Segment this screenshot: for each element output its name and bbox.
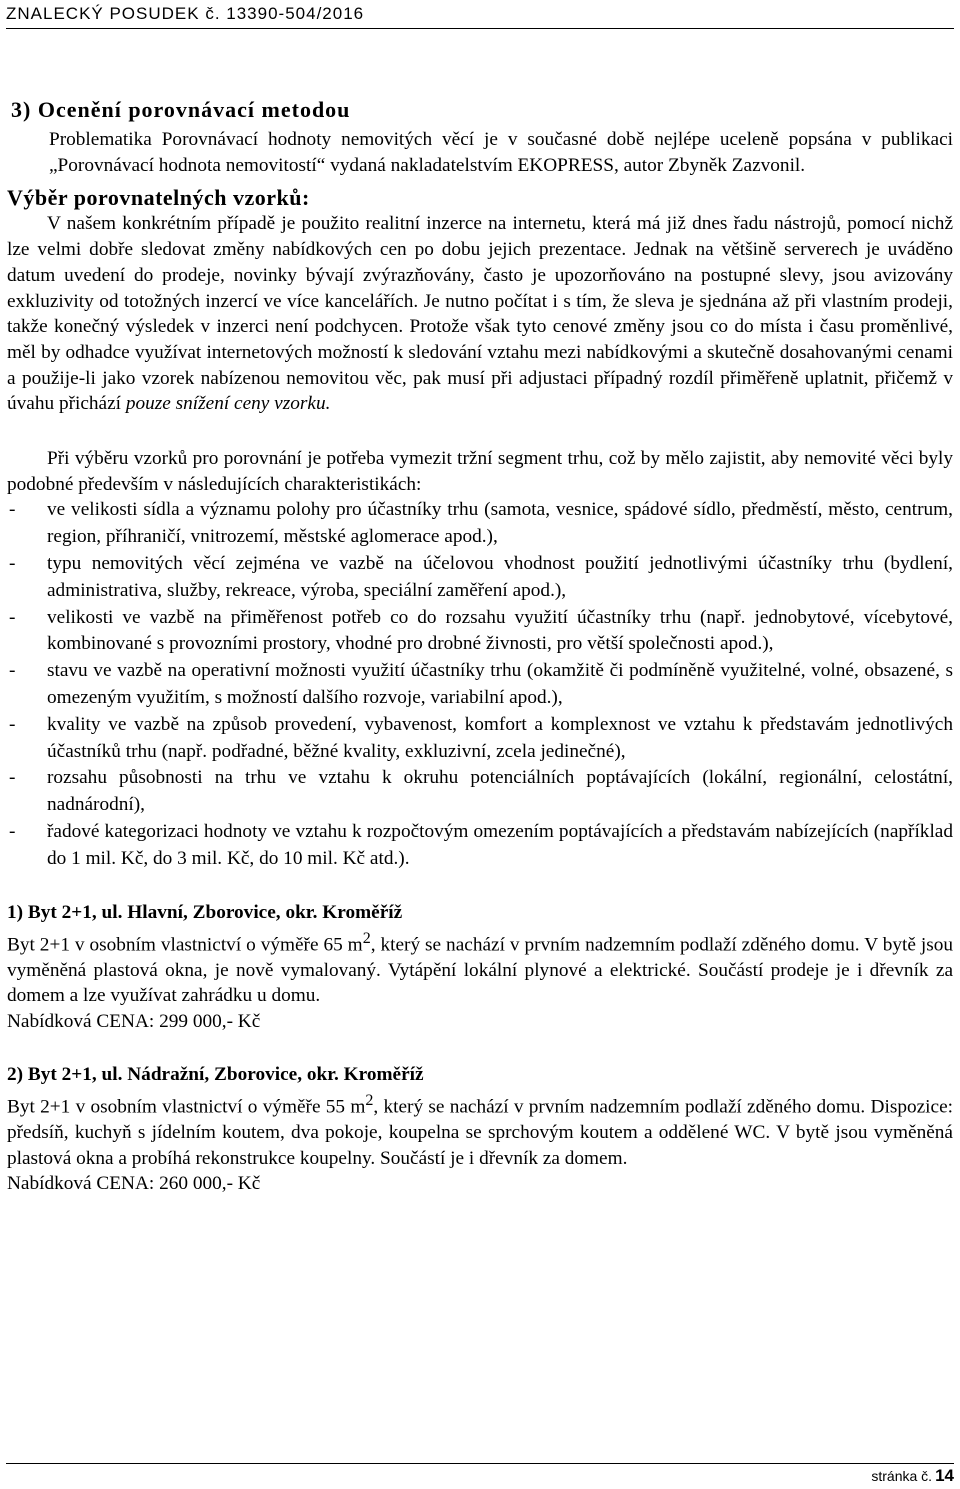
unit-superscript: 2 xyxy=(362,929,371,947)
selection-heading: Výběr porovnatelných vzorků: xyxy=(7,185,310,211)
property-price: Nabídková CENA: 260 000,- Kč xyxy=(7,1173,261,1195)
page-content xyxy=(7,94,953,1197)
selection-paragraph-text: V našem konkrétním případě je použito realitní inzerce na internetu, která má již dnes řadu nástrojů, pomocí nichž lze velmi dobře sledovat změny nabídkových cen po dobu jejich prezentace. Jednak na většině serverech je uváděno datum uvedení do prodeje, novinky bývají zvýrazňovány, často je upozorňováno na postupné slevy, jsou avizovány exkluzivity od totožných inzercí ve více kancelářích. Je nutno počítat i s tím, že sleva je sjednána až při vlastním prodeji, takže konečný výsledek v inzerci není podchycen. Protože však tyto cenové změny jsou co do místa i času proměnlivé, měl by odhadce využívat internetových možností k sledování vztahu mezi nabídkovými a skutečně dosahovanými cenami a použije-li jako vzorek nabízenou nemovitou věc, pak musí při adjustaci případný rozdíl přiměřeně uplatnit, přičemž v úvahu přichází xyxy=(7,213,953,415)
section-intro: Problematika Porovnávací hodnoty nemovitých věcí je v současné době nejlépe uceleně popsána v publikaci „Porovnávací hodnota nemovitostí“ vydaná nakladatelstvím EKOPRESS, autor Zbyněk Zazvonil. xyxy=(49,129,953,176)
list-item-text: ve velikosti sídla a významu polohy pro účastníky trhu (samota, vesnice, spádové sídlo, předměstí, město, centrum, region, příhraničí, vnitrozemí, městské aglomerace apod.), xyxy=(47,499,953,548)
criteria-list xyxy=(7,497,953,872)
list-item-text: stavu ve vazbě na operativní možnosti využití účastníky trhu (okamžitě či podmíněně využitelné, volné, obsazené, s omezeným využitím, s možností dalšího rozvoje, variabilní apod.), xyxy=(47,660,953,709)
property-2 xyxy=(7,1062,953,1197)
property-description: Byt 2+1 v osobním vlastnictví o výměře 65 $m^2$, který se nachází v prvním nadzemním podlaží zděného domu. V bytě jsou vyměněná plastová okna, je nově vymalovaný. Vytápění lokální plynové a elektrické. Součástí prodeje je i dřevník za domem a lze využívat zahrádku u domu. xyxy=(7,929,953,1007)
list-item-text: rozsahu působnosti na trhu ve vztahu k okruhu potenciálních poptávajících (lokální, regionální, celostátní, nadnárodní), xyxy=(47,767,953,816)
list-item-text: velikosti ve vazbě na přiměřenost potřeb co do rozsahu využití účastníky trhu (např. jednobytové, vícebytové, kombinované s provozními prostory, vhodné pro drobné živnosti, pro větší společnosti apod.), xyxy=(47,606,953,655)
property-title: 2) Byt 2+1, ul. Nádražní, Zborovice, okr. Kroměříž xyxy=(7,1063,424,1085)
selection-paragraph xyxy=(7,211,953,417)
list-item xyxy=(7,765,953,819)
property-description: Byt 2+1 v osobním vlastnictví o výměře 55 $m^2$, který se nachází v prvním nadzemním podlaží zděného domu. Dispozice: předsíň, kuchyň s jídelním koutem, dva pokoje, koupelna se sprchovým koutem a oddělené WC. V bytě jsou vyměněná plastová okna a probíhá rekonstrukce koupelny. Součástí je i dřevník za domem. xyxy=(7,1091,953,1169)
list-item xyxy=(7,497,953,551)
criteria-intro-text: Při výběru vzorků pro porovnání je potřeba vymezit tržní segment trhu, což by mělo zajistit, aby nemovité věci byly podobné především v následujících charakteristikách: xyxy=(7,448,953,495)
unit-superscript: 2 xyxy=(365,1091,374,1109)
list-item-text: typu nemovitých věcí zejména ve vazbě na účelovou vhodnost použití jednotlivými účastníky trhu (bydlení, administrativa, služby, rekreace, výroba, speciální zaměření apod.), xyxy=(47,553,953,601)
list-dash: - xyxy=(9,821,16,842)
page-header xyxy=(6,2,954,29)
list-item xyxy=(7,551,953,605)
list-item xyxy=(7,819,953,873)
document-title: ZNALECKÝ POSUDEK č. 13390-504/2016 xyxy=(6,4,365,23)
list-item xyxy=(7,712,953,766)
list-dash: - xyxy=(9,660,16,682)
page-number: 14 xyxy=(935,1466,954,1485)
page-label: stránka č. xyxy=(871,1468,933,1484)
selection-paragraph-italic: pouze snížení ceny vzorku. xyxy=(125,393,331,415)
section-heading: 3) Ocenění porovnávací metodou xyxy=(11,97,351,122)
list-item-text: řadové kategorizaci hodnoty ve vztahu k rozpočtovým omezením poptávajících a představám nabízejících (například do 1 mil. Kč, do 3 mil. Kč, do 10 mil. Kč atd.). xyxy=(47,821,953,869)
criteria-intro xyxy=(7,446,953,497)
list-item xyxy=(7,658,953,712)
list-dash: - xyxy=(9,713,16,735)
page-footer xyxy=(6,1463,954,1488)
list-dash: - xyxy=(9,606,16,628)
property-price: Nabídková CENA: 299 000,- Kč xyxy=(7,1011,261,1033)
property-1 xyxy=(7,900,953,1035)
list-item xyxy=(7,605,953,659)
list-dash: - xyxy=(9,767,16,789)
list-dash: - xyxy=(9,553,16,575)
list-item-text: kvality ve vazbě na způsob provedení, vybavenost, komfort a komplexnost ve vztahu k představám jednotlivých účastníků trhu (např. podřadné, běžné kvality, exkluzivní, zcela jedinečné), xyxy=(47,713,953,762)
property-title: 1) Byt 2+1, ul. Hlavní, Zborovice, okr. Kroměříž xyxy=(7,901,403,923)
list-dash: - xyxy=(9,499,16,521)
